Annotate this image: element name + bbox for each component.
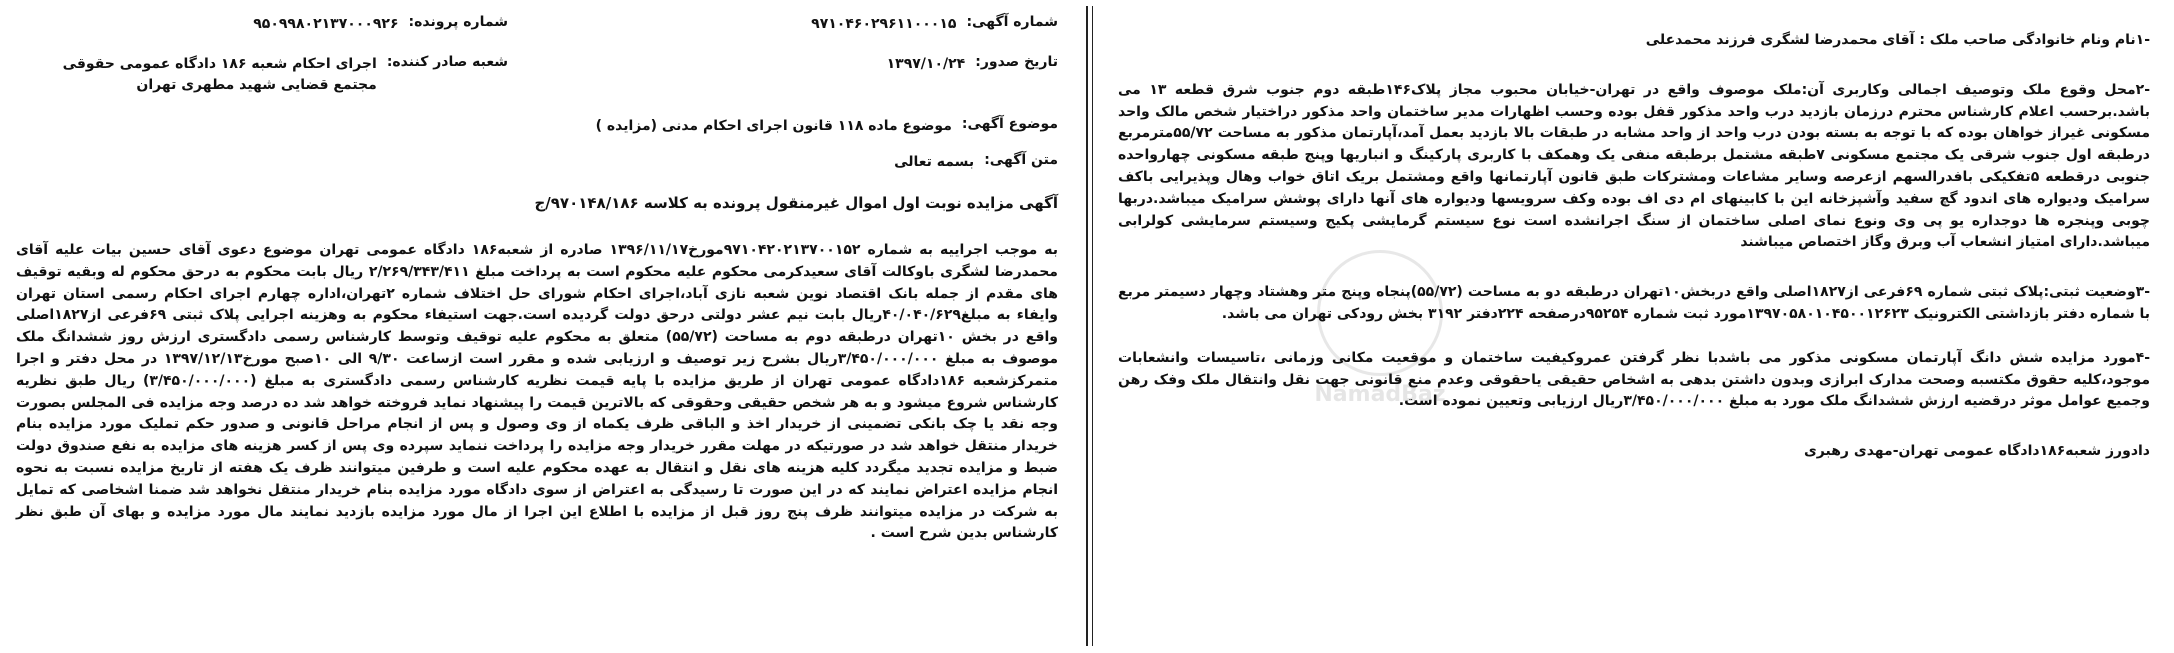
column-divider-thin xyxy=(1092,6,1093,646)
meta-row-4 xyxy=(16,146,1068,194)
meta-row-3 xyxy=(16,110,1068,146)
ad-number: شماره آگهی: ۹۷۱۰۴۶۰۲۹۶۱۱۰۰۰۱۵ xyxy=(811,14,1058,32)
notice-body: به موجب اجراییه به شماره ۹۷۱۰۴۲۰۲۱۳۷۰۰۱۵۲مورخ۱۳۹۶/۱۱/۱۷ صادره از شعبه۱۸۶ دادگاه عمومی تهران موضوع دعوی آقای حسین بیات علیه آقای محمدرضا لشگری باوکالت آقای سعیدکرمی محکوم علیه محکوم است به پرداخت مبلغ ۲/۲۶۹/۳۴۳/۴۱۱ ریال بابت محکوم به درحق محکوم له وبقیه توقیف های مقدم از جمله بانک اقتصاد نوین شعبه نازی آباد،اجرای احکام شورای حل اختلاف شماره ۲تهران،اداره چهارم اجرای احکام رسمی استان تهران وایفاء به مبلغ۴۰/۰۴۰/۶۲۹ریال بابت نیم عشر دولتی درحق دولت گردیده است.جهت استیفاء محکوم به وهزینه اجرایی پلاک ثبتی ۶۹فرعی از۱۸۲۷اصلی واقع در بخش ۱۰تهران درطبقه دوم به مساحت (۵۵/۷۲) متعلق به محکوم علیه توقیف وتوسط کارشناس رسمی دادگستری ارزش روز ششدانگ ملک موصوف به مبلغ ۳/۴۵۰/۰۰۰/۰۰۰ریال بشرح زیر توصیف و ارزیابی شده و مقرر است ازساعت ۹/۳۰ الی ۱۰صبح مورخ۱۳۹۷/۱۲/۱۳ در محل دفتر و اجرا متمرکزشعبه ۱۸۶دادگاه عمومی تهران از طریق مزایده با پایه قیمت نظریه کارشناس رسمی دادگستری به مبلغ (۳/۴۵۰/۰۰۰/۰۰۰) ریال طبق نظریه کارشناس شروع میشود و به هر شخص حقیقی وحقوقی که بالاترین قیمت را پیشنهاد نماید فروخته خواهد شد ده درصد وجه مزایده فی المجلس بصورت وجه نقد یا چک بانکی تضمینی از خریدار اخذ و الباقی ظرف یکماه از وی وصول و پس از انجام مراحل قانونی و صدور حکم تملیک مورد مزایده بنام خریدار منتقل خواهد شد در صورتیکه در مهلت مقرر خریدار وجه مزایده را پرداخت ننماید سپرده وی پس از کسر هزینه های مزایده به نفع صندوق دولت ضبط و مزایده تجدید میگردد کلیه هزینه های نقل و انتقال به عهده محکوم علیه است و طرفین میتوانند ظرف یک هفته از تاریخ مزایده نسبت به نحوه انجام مزایده اعتراض نمایند که در این صورت تا رسیدگی به اعتراض از سوی دادگاه مورد مزایده بنام خریدار منتقل نخواهد شد ضمنا اشخاصی که تمایل به شرکت در مزایده میتوانند ظرف پنج روز قبل از مزایده با اطلاع این اجرا از مال مورد مزایده بازدید نمایند مال مورد مزایده و بهای آن طبق نظر کارشناس بدین شرح است . xyxy=(16,242,1059,542)
officer-signature: دادورز شعبه۱۸۶دادگاه عمومی تهران-مهدی رهبری xyxy=(1803,443,2150,460)
owner-section: -۱نام ونام خانوادگی صاحب ملک : آقای محمدرضا لشگری فرزند محمدعلی xyxy=(1645,32,2150,48)
column-divider xyxy=(1086,6,1088,646)
auction-valuation-section: -۴مورد مزایده شش دانگ آپارتمان مسکونی مذکور می باشدبا نظر گرفتن عمروکیفیت ساختمان و موقعیت مکانی وزمانی ،تاسیسات وانشعابات موجود،کلیه حقوق مکتسبه وصحت مدارک ابرازی وبدون داشتن بدهی به اشخاص حقیقی یاحقوقی وعدم منع قانونی جهت نقل وانتقال ملک وفک رهن وجمیع عوامل موثر درقضیه ارزش ششدانگ ملک مورد به مبلغ ۳/۴۵۰/۰۰۰/۰۰۰ریال ارزیابی وتعیین نموده است. xyxy=(1118,349,2150,410)
ad-subject: موضوع آگهی: موضوع ماده ۱۱۸ قانون اجرای احکام مدنی (مزایده ) xyxy=(595,116,1058,134)
case-number: شماره پرونده: ۹۵۰۹۹۸۰۲۱۳۷۰۰۰۹۲۶ xyxy=(253,14,508,32)
meta-row-2 xyxy=(16,48,1068,110)
watermark-text: NamadBaz xyxy=(1314,382,1446,407)
location-section: -۲محل وقوع ملک وتوصیف اجمالی وکاربری آن:ملک موصوف واقع در تهران-خیابان محبوب مجاز پلاک۱۴۶طبقه دوم جنوب شرق قطعه ۱۳ می باشد.برحسب اعلام کارشناس محترم درزمان بازدید درب واحد مذکور قفل بوده وحسب اظهارات مدیر ساختمان واحد مذکور دراختیار شخص مالک واحد مسکونی غیراز خواهان بوده که با توجه به بسته بودن درب واحد از واحد مشابه در طبقات بالا بازدید بعمل آمد،آپارتمان مذکور به مساحت ۵۵/۷۲مترمربع درطبقه اول جنوب شرقی یک مجتمع مسکونی ۷طبقه مشتمل برطبقه منفی یک وهمکف با کاربری پارکینگ و انباریها وپنج طبقه مسکونی چهارواحده جنوبی درقطعه ۵تفکیکی بافدرالسهم ازعرصه وسایر مشاعات ومشترکات طبق قانون آپارتمانها واقع ومشتمل بریک اتاق خواب وهال وپذیرایی باکف سرامیک ودیواره های اندود گچ سفید وآشپزخانه این با کابینهای ام دی اف بوده وکف سرویسها ودیواره های آنها دارای پوشش سرامیک میباشد.دربها چوبی وپنجره ها دوجداره یو پی وی ونوع نمای اصلی ساختمان از سنگ اجرانشده است نوع سیستم گرمایشی پکیج وسیستم سرمایشی کولرابی میباشد.دارای امتیاز انشعاب آب وبرق وگاز اختصاص میباشند xyxy=(1118,81,2150,251)
meta-row-1 xyxy=(16,8,1068,48)
notice-title: آگهی مزایده نوبت اول اموال غیرمنقول پرونده به کلاسه ۹۷۰۱۴۸/۱۸۶/ج xyxy=(534,194,1058,212)
notice-column xyxy=(0,0,1082,653)
issuing-branch: شعبه صادر کننده: اجرای احکام شعبه ۱۸۶ دادگاه عمومی حقوقی مجتمع قضایی شهید مطهری تهران xyxy=(62,54,508,93)
issue-date: تاریخ صدور: ۱۳۹۷/۱۰/۲۴ xyxy=(886,54,1058,72)
registration-section: -۳وضعیت ثبتی:پلاک ثبتی شماره ۶۹فرعی از۱۸۲۷اصلی واقع دربخش۱۰تهران درطبقه دو به مساحت (۵۵/۷۲)پنجاه وپنج متر وهشتاد وچهار دسیمتر مربع با شماره دفتر بازداشتی الکترونیک ۱۳۹۷۰۵۸۰۱۰۴۵۰۰۱۲۶۲۳مورد ثبت شماره ۹۵۲۵۴درصفحه ۲۲۴دفتر ۳۱۹۲ بخش رودکی تهران می باشد. xyxy=(1118,284,2151,322)
property-description-column xyxy=(1096,0,2174,653)
ad-text-heading: متن آگهی: بسمه تعالی xyxy=(894,152,1058,170)
